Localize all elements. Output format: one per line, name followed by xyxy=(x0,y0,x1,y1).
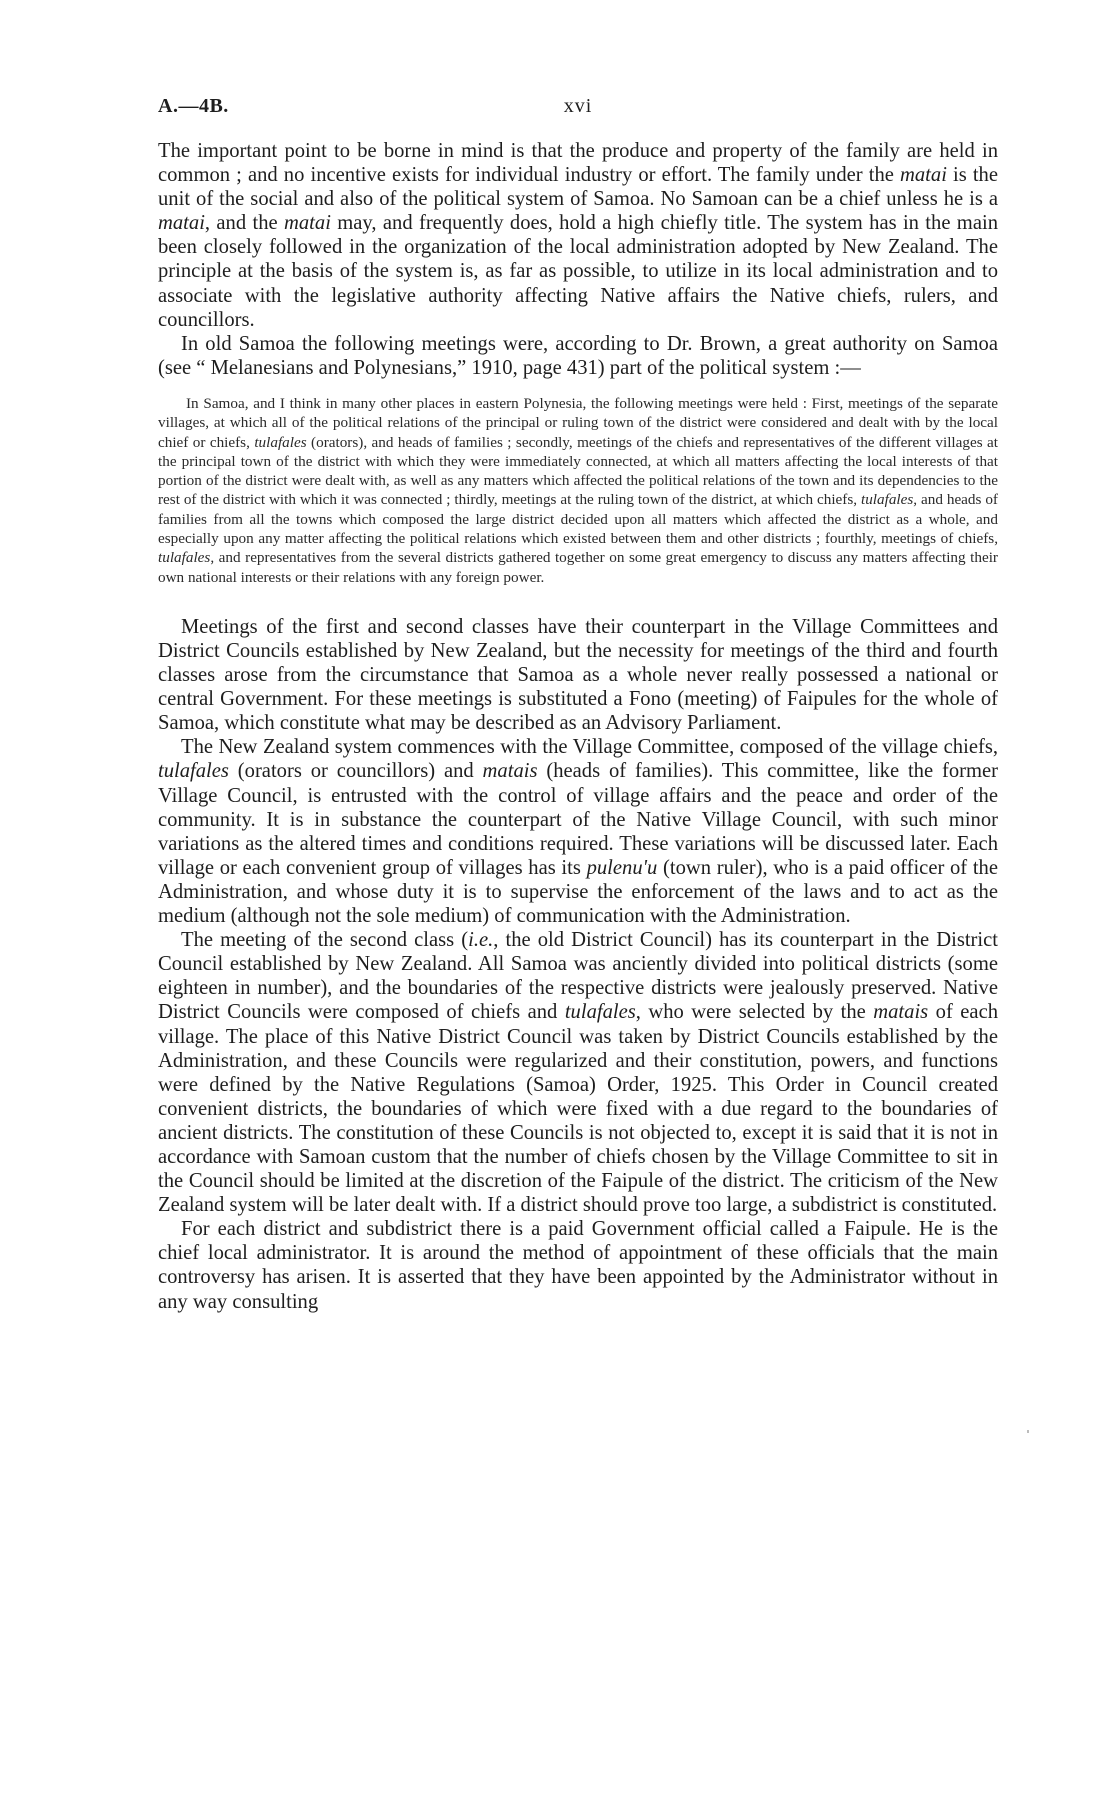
paragraph xyxy=(158,332,998,380)
text-run: In Samoa, and I think in many other places in eastern Polynesia, the following meetings were held : First, meetings of the separate villages, at which all of the political relations of the principal or ruling town of the district were considered and dealt with by the local chief or chiefs, xyxy=(158,394,998,451)
paragraph xyxy=(158,615,998,735)
text-run: , who were selected by the xyxy=(635,1001,874,1024)
text-run: (heads of families). This committee, like the former Village Council, is entrusted with the control of village affairs and the peace and order of the community. It is in substance the counterpart of the Native Village Council, with such minor variations as the altered times and conditions required. These variations will be discussed later. Each village or each convenient group of villages has its xyxy=(158,760,998,879)
text-run: The New Zealand system commences with the Village Committee, composed of the village chiefs, xyxy=(181,736,998,759)
document-page xyxy=(158,95,998,1314)
text-run: may, and frequently does, hold a high chiefly title. The system has in the main been closely followed in the organization of the local administration adopted by New Zealand. The principle at the basis of the system is, as far as possible, to utilize in its local administration and to associate with the legislative authority affecting Native affairs the Native chiefs, rulers, and councillors. xyxy=(158,212,998,331)
italic-term: matais xyxy=(482,760,538,783)
text-run: The important point to be borne in mind is that the produce and property of the family are held in common ; and no incentive exists for individual industry or effort. The family under the xyxy=(158,140,998,187)
italic-term: tulafales xyxy=(254,433,307,451)
text-run: The meeting of the second class ( xyxy=(181,929,469,952)
paragraph xyxy=(158,928,998,1217)
text-run: , and the xyxy=(204,212,284,235)
italic-term: tulafales xyxy=(564,1001,636,1024)
scan-speck xyxy=(1027,1430,1029,1433)
italic-term: tulafales xyxy=(860,491,914,509)
text-run: of each village. The place of this Native District Council was taken by District Councils established by the Administration, and these Councils were regularized and their constitution, powers, and functions were defined by the Native Regulations (Samoa) Order, 1925. This Order in Council created convenient districts, the boundaries of which were fixed with a due regard to the boundaries of ancient districts. The constitution of these Councils is not objected to, except it is said that it is not in accordance with Samoan custom that the number of chiefs chosen by the Village Committee to sit in the Council should be limited at the discretion of the Faipule of the district. The criticism of the New Zealand system will be later dealt with. If a district should prove too large, a subdistrict is constituted. xyxy=(158,1001,999,1217)
text-run: In old Samoa the following meetings were, according to Dr. Brown, a great authority on Samoa (see “ Melanesians and Polynesians,” 1910, page 431) part of the political system :— xyxy=(158,332,998,379)
text-run: For each district and subdistrict there is a paid Government official called a Faipule. He is the chief local administrator. It is around the method of appointment of these officials that the main controversy has arisen. It is asserted that they have been appointed by the Administrator without in any way consulting xyxy=(158,1218,998,1313)
italic-term: i.e. xyxy=(468,929,494,952)
italic-term: matai xyxy=(284,212,331,235)
italic-term: matais xyxy=(873,1001,929,1024)
text-run: is the unit of the social and also of the political system of Samoa. No Samoan can be a chief unless he is a xyxy=(158,164,998,211)
italic-term: pulenu'u xyxy=(586,856,658,879)
paragraph xyxy=(158,735,998,928)
text-run: (orators), and heads of families ; secondly, meetings of the chiefs and representatives of the different villages at the principal town of the district with which they were immediately connected, at which all matters affecting the local interests of that portion of the district were dealt with, as well as any matters which affected the political relations of the town and its dependencies to the rest of the district with which it was connected ; thirdly, meetings at the ruling town of the district, at which chiefs, xyxy=(158,433,998,509)
italic-term: tulafales xyxy=(158,549,211,567)
paragraph xyxy=(158,1217,998,1313)
page-number: xvi xyxy=(563,95,593,117)
paragraph xyxy=(158,139,998,332)
italic-term: tulafales xyxy=(158,760,229,783)
document-reference: A.—4B. xyxy=(158,95,229,117)
text-run: , and heads of families from all the towns which composed the large district decided upon all matters which affected the district as a whole, and especially upon any matter affecting the political relations which existed between them and other districts ; fourthly, meetings of chiefs, xyxy=(158,491,998,548)
text-run: (town ruler), who is a paid officer of the Administration, and whose duty it is to supervise the enforcement of the laws and to act as the medium (although not the sole medium) of communication with the Administration. xyxy=(158,856,998,928)
text-run: , and representatives from the several districts gathered together on some great emergency to discuss any matters affecting their own national interests or their relations with any foreign power. xyxy=(158,549,998,586)
italic-term: matai xyxy=(158,212,205,235)
text-run: , the old District Council) has its counterpart in the District Council established by New Zealand. All Samoa was anciently divided into political districts (some eighteen in number), and the boundaries of the respective districts were jealously preserved. Native District Councils were composed of chiefs and xyxy=(158,929,998,1024)
text-run: Meetings of the first and second classes have their counterpart in the Village Committees and District Councils established by New Zealand, but the necessity for meetings of the third and fourth classes arose from the circumstance that Samoa as a whole never really possessed a national or central Government. For these meetings is substituted a Fono (meeting) of Faipules for the whole of Samoa, which constitute what may be described as an Advisory Parliament. xyxy=(158,615,998,735)
text-run: (orators or councillors) and xyxy=(228,760,483,783)
page-header xyxy=(158,95,998,121)
block-quotation xyxy=(158,394,998,587)
italic-term: matai xyxy=(900,164,947,187)
